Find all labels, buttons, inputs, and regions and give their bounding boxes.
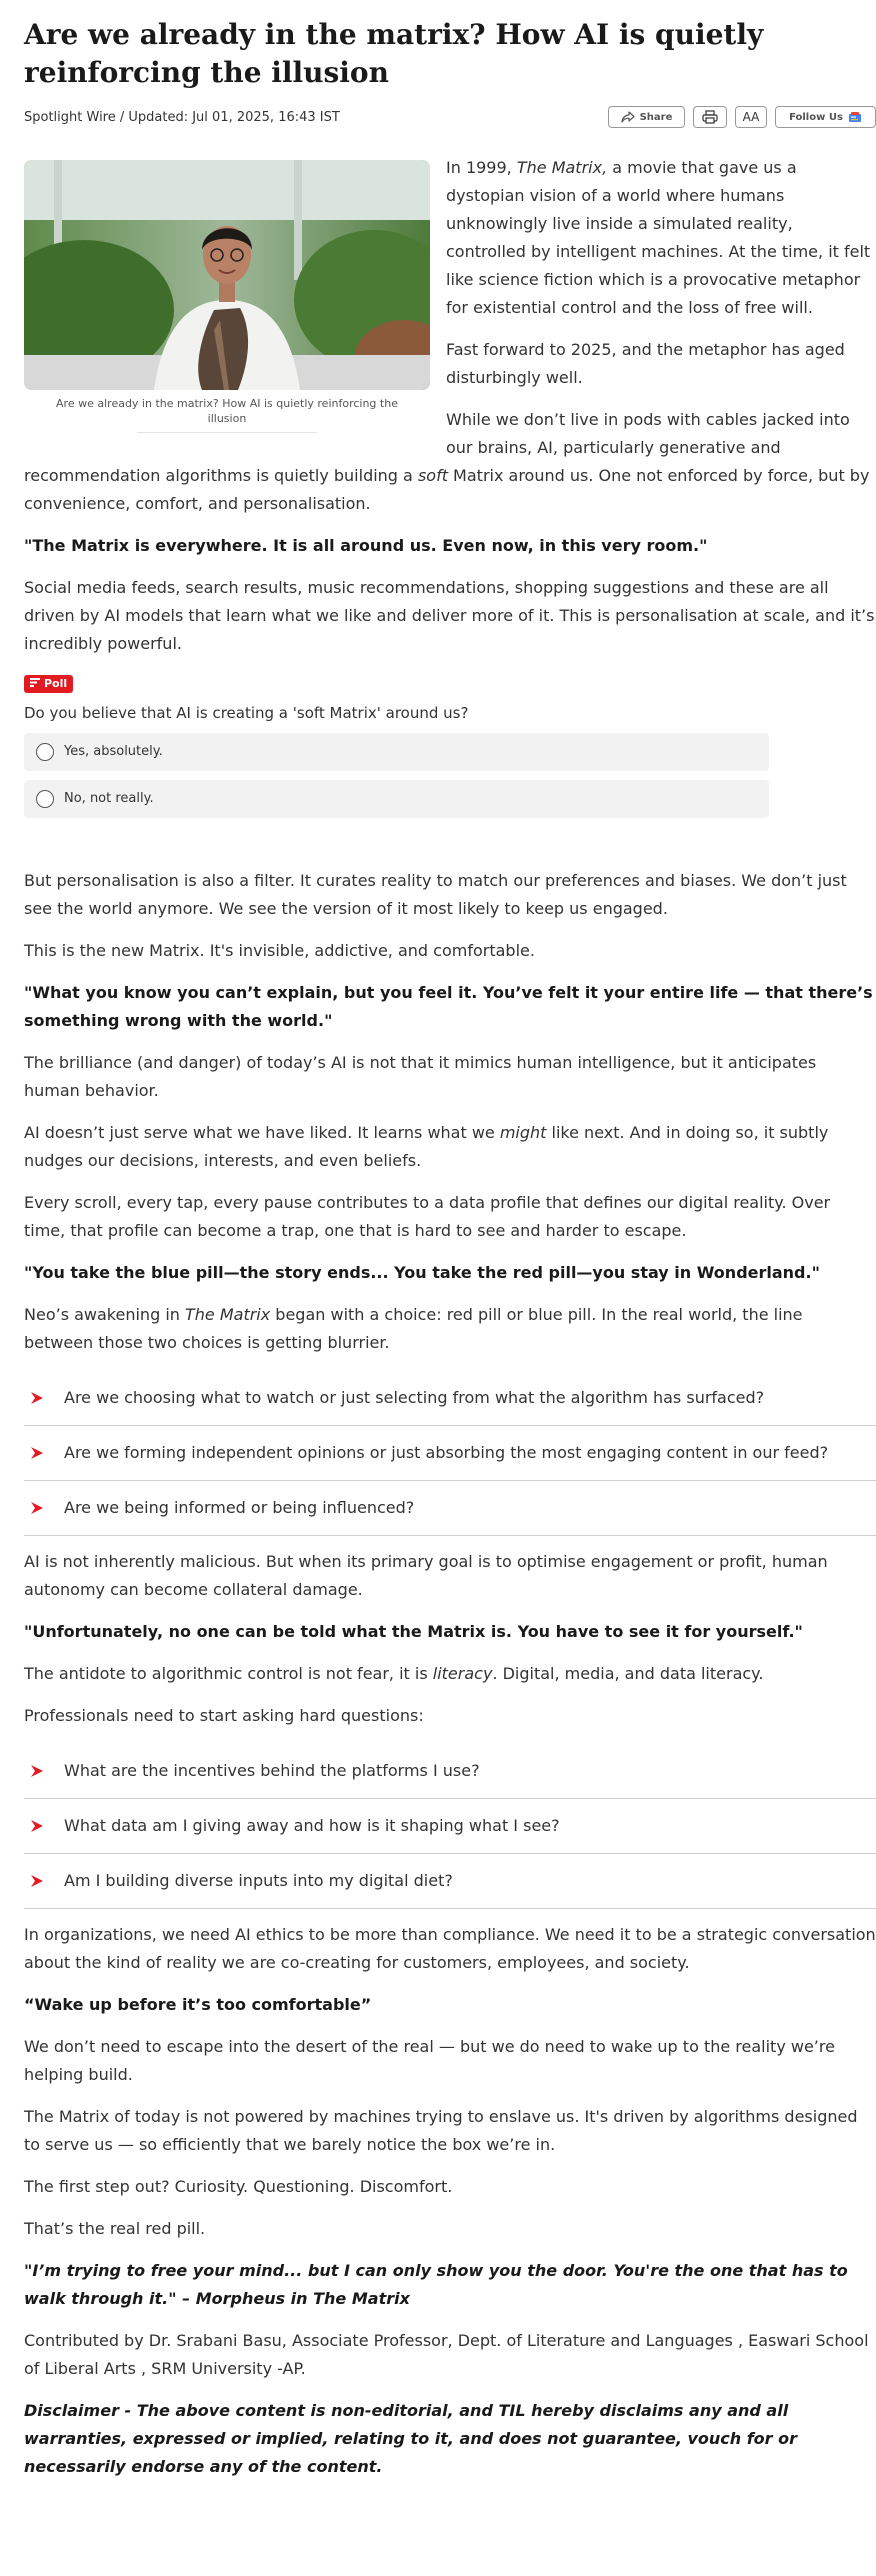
font-size-button[interactable]: AA bbox=[735, 106, 767, 128]
contributor-note: Contributed by Dr. Srabani Basu, Associate Professor, Dept. of Literature and Languages , Easwari School of Liberal Arts , SRM University -AP. bbox=[24, 2330, 869, 2378]
radio-button[interactable] bbox=[36, 790, 54, 808]
poll-option-label: Yes, absolutely. bbox=[64, 744, 163, 759]
byline: Spotlight Wire / Updated: Jul 01, 2025, 16:43 IST bbox=[24, 110, 340, 125]
paragraph: But personalisation is also a filter. It curates reality to match our preferences and biases. We don’t just see the world anymore. We see the version of it most likely to keep us engaged. bbox=[24, 870, 847, 918]
pull-quote: "The Matrix is everywhere. It is all around us. Even now, in this very room." bbox=[24, 536, 708, 555]
article-title: Are we already in the matrix? How AI is quietly reinforcing the illusion bbox=[24, 18, 764, 89]
poll-option-yes[interactable] bbox=[24, 733, 769, 771]
question-list bbox=[24, 1744, 876, 1909]
paragraph: Fast forward to 2025, and the metaphor has aged disturbingly well. bbox=[446, 340, 845, 387]
caption-divider bbox=[137, 432, 317, 433]
paragraph: This is the new Matrix. It's invisible, addictive, and comfortable. bbox=[24, 940, 535, 960]
share-label: Share bbox=[639, 111, 673, 123]
list-item: Am I building diverse inputs into my digital diet? bbox=[24, 1854, 876, 1909]
follow-us-button[interactable] bbox=[775, 106, 876, 128]
poll-bars-icon bbox=[30, 677, 40, 690]
paragraph: While we don’t live in pods with cables jacked into our brains, AI, particularly generative and recommendation algorithms is quietly building a soft Matrix around us. One not enforced by force, but by convenience, comfort, and personalisation. bbox=[24, 410, 870, 513]
share-arrow-icon bbox=[621, 111, 635, 123]
pull-quote: "Unfortunately, no one can be told what the Matrix is. You have to see it for yourself." bbox=[24, 1621, 803, 1641]
red-arrow-icon bbox=[24, 1501, 64, 1515]
follow-label: Follow Us bbox=[789, 111, 843, 123]
author-photo bbox=[24, 160, 430, 390]
radio-button[interactable] bbox=[36, 743, 54, 761]
paragraph: Professionals need to start asking hard questions: bbox=[24, 1705, 424, 1725]
red-arrow-icon bbox=[24, 1819, 64, 1833]
pull-quote: “Wake up before it’s too comfortable” bbox=[24, 1994, 372, 2014]
paragraph: AI doesn’t just serve what we have liked. It learns what we might like next. And in doing so, it subtly nudges our decisions, interests, and even beliefs. bbox=[24, 1122, 829, 1170]
print-button[interactable] bbox=[693, 106, 727, 128]
list-item: What are the incentives behind the platforms I use? bbox=[24, 1744, 876, 1799]
share-button[interactable] bbox=[608, 106, 685, 128]
paragraph: AI is not inherently malicious. But when its primary goal is to optimise engagement or profit, human autonomy can become collateral damage. bbox=[24, 1551, 828, 1599]
list-item: Are we forming independent opinions or just absorbing the most engaging content in our feed? bbox=[24, 1426, 876, 1481]
disclaimer: Disclaimer - The above content is non-editorial, and TIL hereby disclaims any and all warranties, expressed or implied, relating to it, and does not guarantee, vouch for or necessarily endorse any of the content. bbox=[24, 2400, 798, 2476]
printer-icon bbox=[702, 110, 718, 124]
list-item: Are we choosing what to watch or just selecting from what the algorithm has surfaced? bbox=[24, 1371, 876, 1426]
paragraph: We don’t need to escape into the desert of the real — but we do need to wake up to the reality we’re helping build. bbox=[24, 2036, 835, 2084]
pull-quote: "You take the blue pill—the story ends... You take the red pill—you stay in Wonderland." bbox=[24, 1262, 820, 1282]
paragraph: In 1999, The Matrix, a movie that gave us a dystopian vision of a world where humans unknowingly live inside a simulated reality, controlled by intelligent machines. At the time, it felt like science fiction which is a provocative metaphor for existential control and the loss of free will. bbox=[446, 158, 871, 317]
red-arrow-icon bbox=[24, 1446, 64, 1460]
paragraph: Social media feeds, search results, music recommendations, shopping suggestions and these are all driven by AI models that learn what we like and deliver more of it. This is personalisation at scale, and it’s incredibly powerful. bbox=[24, 578, 875, 653]
paragraph: That’s the real red pill. bbox=[24, 2218, 206, 2238]
google-news-icon bbox=[848, 111, 862, 123]
paragraph: The antidote to algorithmic control is not fear, it is literacy. Digital, media, and data literacy. bbox=[24, 1663, 764, 1683]
article bbox=[24, 16, 876, 2481]
article-tools bbox=[608, 106, 876, 128]
list-item: Are we being informed or being influenced? bbox=[24, 1481, 876, 1536]
morpheus-quote: "I’m trying to free your mind... but I can only show you the door. You're the one that has to walk through it." – Morpheus in The Matrix bbox=[24, 2260, 848, 2308]
paragraph: Neo’s awakening in The Matrix began with a choice: red pill or blue pill. In the real world, the line between those two choices is getting blurrier. bbox=[24, 1304, 803, 1352]
paragraph: Every scroll, every tap, every pause contributes to a data profile that defines our digital reality. Over time, that profile can become a trap, one that is hard to see and harder to escape. bbox=[24, 1192, 831, 1240]
image-caption: Are we already in the matrix? How AI is quietly reinforcing the illusion bbox=[56, 397, 398, 425]
poll-badge: Poll bbox=[24, 675, 73, 693]
question-list bbox=[24, 1371, 876, 1536]
list-item: What data am I giving away and how is it shaping what I see? bbox=[24, 1799, 876, 1854]
paragraph: The brilliance (and danger) of today’s AI is not that it mimics human intelligence, but it anticipates human behavior. bbox=[24, 1052, 817, 1100]
pull-quote: "What you know you can’t explain, but you feel it. You’ve felt it your entire life — that there’s something wrong with the world." bbox=[24, 982, 873, 1030]
poll-option-label: No, not really. bbox=[64, 791, 154, 806]
red-arrow-icon bbox=[24, 1391, 64, 1405]
paragraph: The Matrix of today is not powered by machines trying to enslave us. It's driven by algorithms designed to serve us — so efficiently that we barely notice the box we’re in. bbox=[24, 2106, 858, 2154]
paragraph: In organizations, we need AI ethics to be more than compliance. We need it to be a strategic conversation about the kind of reality we are co-creating for customers, employees, and society. bbox=[24, 1924, 876, 1972]
poll-widget bbox=[24, 672, 876, 818]
paragraph: The first step out? Curiosity. Questioning. Discomfort. bbox=[24, 2176, 453, 2196]
red-arrow-icon bbox=[24, 1764, 64, 1778]
red-arrow-icon bbox=[24, 1874, 64, 1888]
hero-figure bbox=[24, 160, 430, 433]
meta-row bbox=[24, 106, 876, 130]
poll-question: Do you believe that AI is creating a 'soft Matrix' around us? bbox=[24, 703, 469, 722]
poll-option-no[interactable] bbox=[24, 780, 769, 818]
